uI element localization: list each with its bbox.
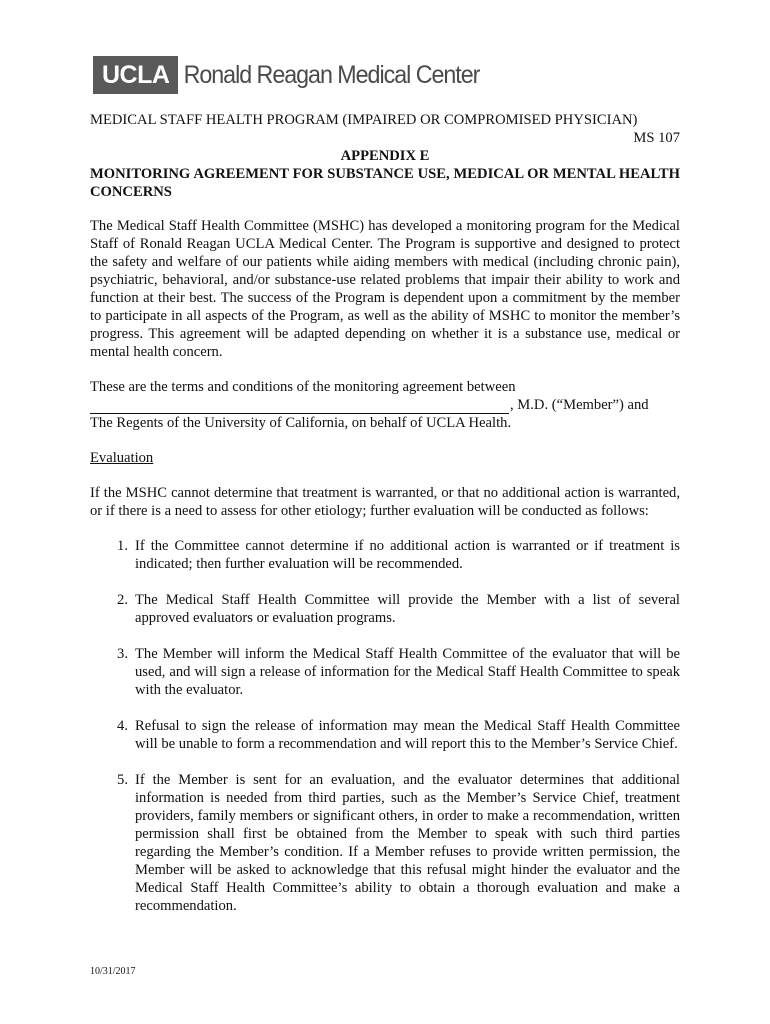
policy-number: MS 107 [633, 130, 680, 146]
intro-paragraph: The Medical Staff Health Committee (MSHC) has developed a monitoring program for the Medical Staff of Ronald Reagan UCLA Medical Center. The Program is supportive and designed to protect the safety and welfare of our patients while aiding members with medical (including chronic pain), psychiatric, behavioral, and/or substance-use related problems that impair their ability to work and function at their best. The success of the Program is dependent upon a commitment by the member to participate in all aspects of the Program, as well as the ability of MSHC to monitor the member’s progress. This agreement will be adapted depending on whether it is a substance use, medical or mental health concern. [90, 218, 680, 360]
list-item-text: The Medical Staff Health Committee will provide the Member with a list of several approved evaluators or evaluation programs. [135, 592, 680, 626]
list-item-text: If the Member is sent for an evaluation, and the evaluator determines that additional information is needed from third parties, such as the Member’s Service Chief, treatment providers, family members or significant others, in order to make a recommendation, written permission shall first be obtained from the Member to speak with such third parties regarding the Member’s condition. If a Member refuses to provide written permission, the Member will be asked to acknowledge that this refusal might hinder the evaluator and the Medical Staff Health Committee’s ability to obtain a thorough evaluation and make a recommendation. [135, 772, 680, 914]
list-item-number: 4. [117, 718, 128, 734]
list-item [90, 645, 680, 699]
regents-line: The Regents of the University of California, on behalf of UCLA Health. [90, 415, 512, 431]
list-item [90, 537, 680, 573]
terms-line: These are the terms and conditions of the monitoring agreement between [90, 379, 516, 395]
evaluation-list [90, 537, 680, 915]
logo-box: UCLA [93, 56, 178, 94]
list-item-text: If the Committee cannot determine if no additional action is warranted or if treatment is indicated; then further evaluation will be recommended. [135, 538, 680, 572]
ucla-logo [93, 56, 502, 94]
list-item-number: 1. [117, 538, 128, 554]
agreement-title: MONITORING AGREEMENT FOR SUBSTANCE USE, MEDICAL OR MENTAL HEALTH CONCERNS [90, 166, 680, 200]
list-item-text: Refusal to sign the release of information may mean the Medical Staff Health Committee will be unable to form a recommendation and will report this to the Member’s Service Chief. [135, 718, 680, 752]
list-item [90, 771, 680, 915]
member-name-blank[interactable] [90, 399, 509, 414]
member-suffix: , M.D. (“Member”) and [510, 397, 649, 413]
list-item-number: 2. [117, 592, 128, 608]
list-item [90, 591, 680, 627]
appendix-heading: APPENDIX E [340, 148, 430, 164]
logo-name: Ronald Reagan Medical Center [184, 60, 480, 89]
list-item-text: The Member will inform the Medical Staff Health Committee of the evaluator that will be used, and will sign a release of information for the Medical Staff Health Committee to speak with the evaluator. [135, 646, 680, 698]
terms-block [90, 378, 680, 432]
document-body [90, 111, 680, 933]
list-item-number: 3. [117, 646, 128, 662]
program-title: MEDICAL STAFF HEALTH PROGRAM (IMPAIRED OR COMPROMISED PHYSICIAN) [90, 112, 638, 128]
member-name-line [90, 396, 680, 414]
evaluation-paragraph: If the MSHC cannot determine that treatment is warranted, or that no additional action is warranted, or if there is a need to assess for other etiology; further evaluation will be conducted as follows: [90, 485, 680, 519]
evaluation-heading: Evaluation [90, 450, 154, 466]
list-item [90, 717, 680, 753]
footer-date: 10/31/2017 [90, 966, 136, 977]
list-item-number: 5. [117, 772, 128, 788]
